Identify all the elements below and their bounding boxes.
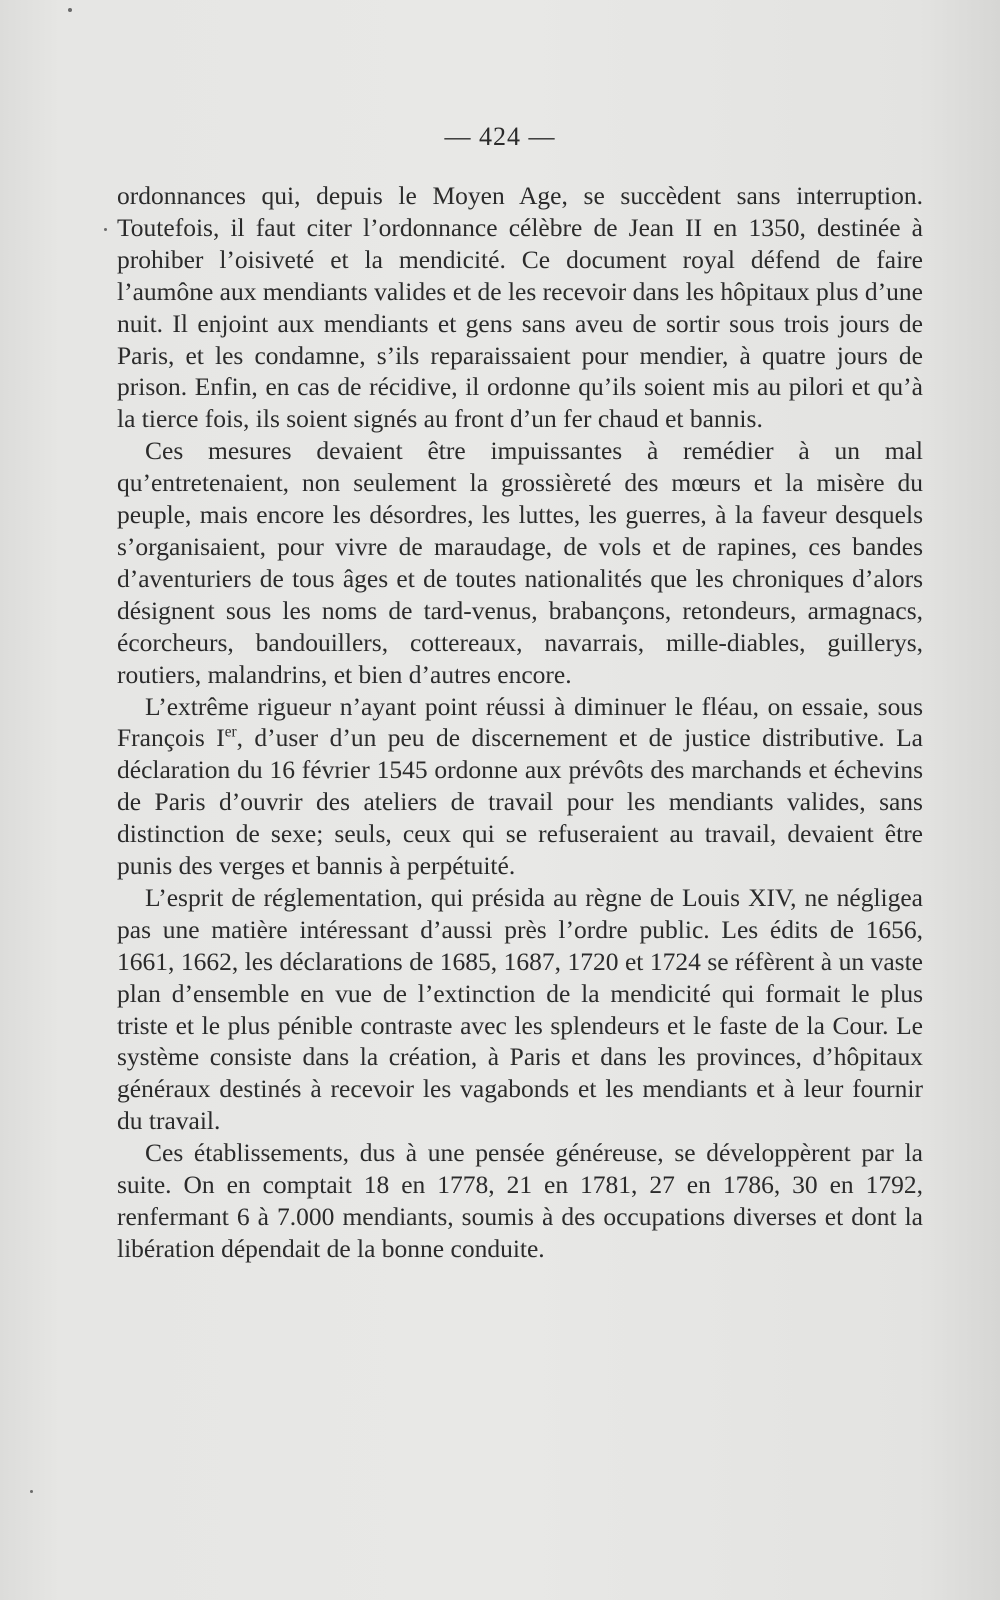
paragraph-francois-premier: [117, 691, 923, 882]
paragraph-bandes-aventuriers: Ces mesures devaient être impuissantes à remédier à un mal qu’entretenaient, non seulement la grossièreté des mœurs et la misère du peuple, mais encore les désordres, les luttes, les guerres, à la faveur desquels s’organisaient, pour vivre de maraudage, de vols et de rapines, ces bandes d’aventuriers de tous âges et de toutes nationalités que les chroniques d’alors désignent sous les noms de tard-venus, brabançons, retondeurs, armagnacs, écorcheurs, bandouillers, cottereaux, navarrais, mille-diables, guillerys, routiers, malandrins, et bien d’autres encore.: [117, 436, 923, 689]
scan-speck: [30, 1490, 33, 1493]
scan-speck: [104, 228, 107, 231]
paragraph-text-before: L’extrême rigueur n’ayant point réussi à diminuer le fléau, on essaie, sous François I: [117, 691, 923, 753]
paragraph-louis-xiv: L’esprit de réglementation, qui présida au règne de Louis XIV, ne négligea pas une matière intéressant d’aussi près l’ordre public. Les édits de 1656, 1661, 1662, les déclarations de 1685, 1687, 1720 et 1724 se réfèrent à un vaste plan d’ensemble en vue de l’extinction de la mendicité qui formait le plus triste et le plus pénible contraste avec les splendeurs et le faste de la Cour. Le système consiste dans la création, à Paris et dans les provinces, d’hôpitaux généraux destinés à recevoir les vagabonds et les mendiants et à leur fournir du travail.: [117, 882, 923, 1136]
paragraph-ordonnance-jean-ii: ordonnances qui, depuis le Moyen Age, se succèdent sans interruption. Toutefois, il faut citer l’ordonnance célèbre de Jean II en 1350, destinée à prohiber l’oisiveté et la mendicité. Ce document royal défend de faire l’aumône aux mendiants valides et de les recevoir dans les hôpitaux plus d’une nuit. Il enjoint aux mendiants et gens sans aveu de sortir sous trois jours de Paris, et les condamne, s’ils reparaissaient pour mendier, à quatre jours de prison. Enfin, en cas de récidive, il ordonne qu’ils soient mis au pilori et qu’à la tierce fois, ils soient signés au front d’un fer chaud et bannis.: [117, 181, 923, 434]
paragraph-etablissements: Ces établissements, dus à une pensée généreuse, se développèrent par la suite. On en comptait 18 en 1778, 21 en 1781, 27 en 1786, 30 en 1792, renfermant 6 à 7.000 mendiants, soumis à des occupations diverses et dont la libération dépendait de la bonne conduite.: [117, 1138, 923, 1263]
superscript-er: er: [224, 723, 237, 741]
body-text: [117, 180, 923, 1265]
page-number: — 424 —: [444, 122, 556, 151]
scan-speck: [68, 8, 72, 12]
paragraph-text-after: , d’user d’un peu de discernement et de justice distributive. La déclaration du 16 février 1545 ordonne aux prévôts des marchands et échevins de Paris d’ouvrir des ateliers de travail pour les mendiants valides, sans distinction de sexe; seuls, ceux qui se refuseraient au travail, devaient être punis des verges et bannis à perpétuité.: [117, 723, 923, 881]
